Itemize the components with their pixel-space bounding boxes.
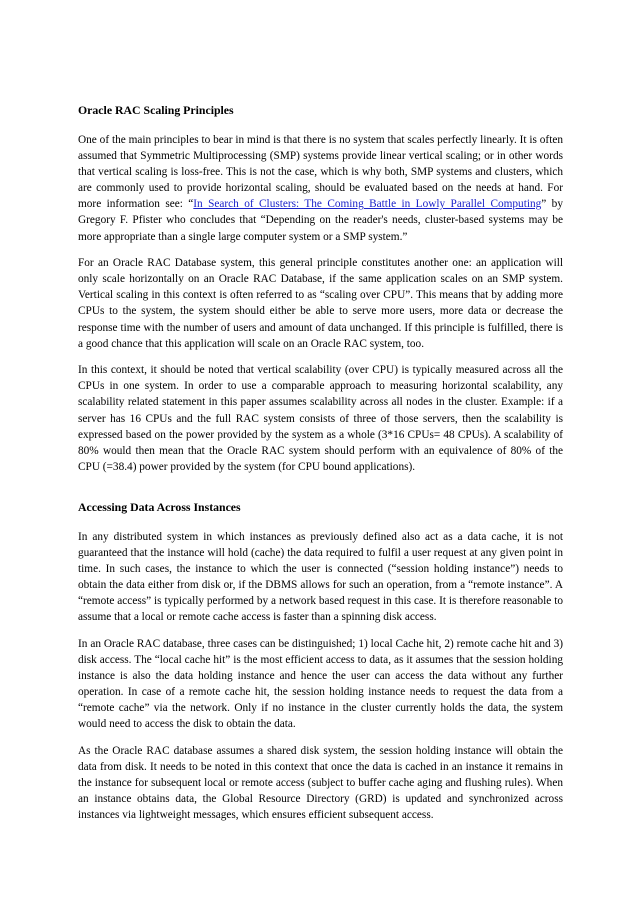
paragraph-accessing-1: In any distributed system in which instances as previously defined also act as a data cache, it is not guaranteed that the instance will hold (cache) the data required to fulfil a user request at any given point in time. In such cases, the instance to which the user is connected (“session holding instance”) needs to obtain the data either from disk or, if the DBMS allows for such an operation, from a “remote instance”. A “remote access” is typically performed by a network based request in this case. It is therefore reasonable to assume that a local or remote cache access is faster than a spinning disk access. [78, 530, 563, 624]
book-link[interactable]: In Search of Clusters: The Coming Battle in Lowly Parallel Computing [193, 198, 542, 211]
paragraph-accessing-2: In an Oracle RAC database, three cases can be distinguished; 1) local Cache hit, 2) remote cache hit and 3) disk access. The “local cache hit” is the most efficient access to data, as it assumes that the session holding instance is also the data holding instance and hence the user can access the data without any further operation. In case of a remote cache hit, the session holding instance needs to request the data from a “remote cache” via the network. Only if no instance in the cluster currently holds the data, the system would need to access the disk to obtain the data. [78, 637, 563, 731]
paragraph-text: ” by Gregory F. Pfister who concludes that “Depending on the reader's needs, cluster-based systems may be more appropriate than a single large computer system or a SMP system.” [78, 198, 563, 243]
paragraph-text: One of the main principles to bear in mind is that there is no system that scales perfectly linearly. It is often assumed that Symmetric Multiprocessing (SMP) systems provide linear vertical scaling; or in other words that vertical scaling is loss-free. This is not the case, which is why both, SMP systems and clusters, which are commonly used to provide horizontal scaling, should be evaluated based on the needs at hand. For more information see: “ [78, 134, 563, 211]
paragraph-scaling-3: In this context, it should be noted that vertical scalability (over CPU) is typically measured across all the CPUs in one system. In order to use a comparable approach to measuring horizontal scalability, any scalability related statement in this paper assumes scalability across all nodes in the cluster. Example: if a server has 16 CPUs and the full RAC system consists of three of those servers, then the scalability is expressed based on the power provided by the system as a whole (3*16 CPUs= 48 CPUs). A scalability of 80% would then mean that the Oracle RAC system should perform with an equivalence of 80% of the CPU (=38.4) power provided by the system (for CPU bound applications). [78, 364, 563, 473]
paragraph-scaling-1 [78, 132, 563, 245]
section-scaling-principles [78, 102, 563, 475]
paragraph-scaling-2: For an Oracle RAC Database system, this general principle constitutes another one: an application will only scale horizontally on an Oracle RAC Database, if the same application scales on an SMP system. Vertical scaling in this context is often referred to as “scaling over CPU”. This means that by adding more CPUs to the system, the system should either be able to serve more users, more data or decrease the response time with the number of users and amount of data unchanged. If this principle is fulfilled, there is a good chance that this application will scale on an Oracle RAC system, too. [78, 257, 563, 350]
section-heading-scaling: Oracle RAC Scaling Principles [78, 103, 234, 117]
section-accessing-data [78, 499, 563, 824]
paragraph-accessing-3: As the Oracle RAC database assumes a shared disk system, the session holding instance will obtain the data from disk. It needs to be noted in this context that once the data is cached in an instance it remains in the instance for subsequent local or remote access (subject to buffer cache aging and flushing rules). When an instance obtains data, the Global Resource Directory (GRD) is updated and synchronized across instances via lightweight messages, which ensures efficient subsequent access. [78, 745, 563, 822]
document-page [78, 102, 563, 834]
section-heading-accessing: Accessing Data Across Instances [78, 499, 241, 514]
